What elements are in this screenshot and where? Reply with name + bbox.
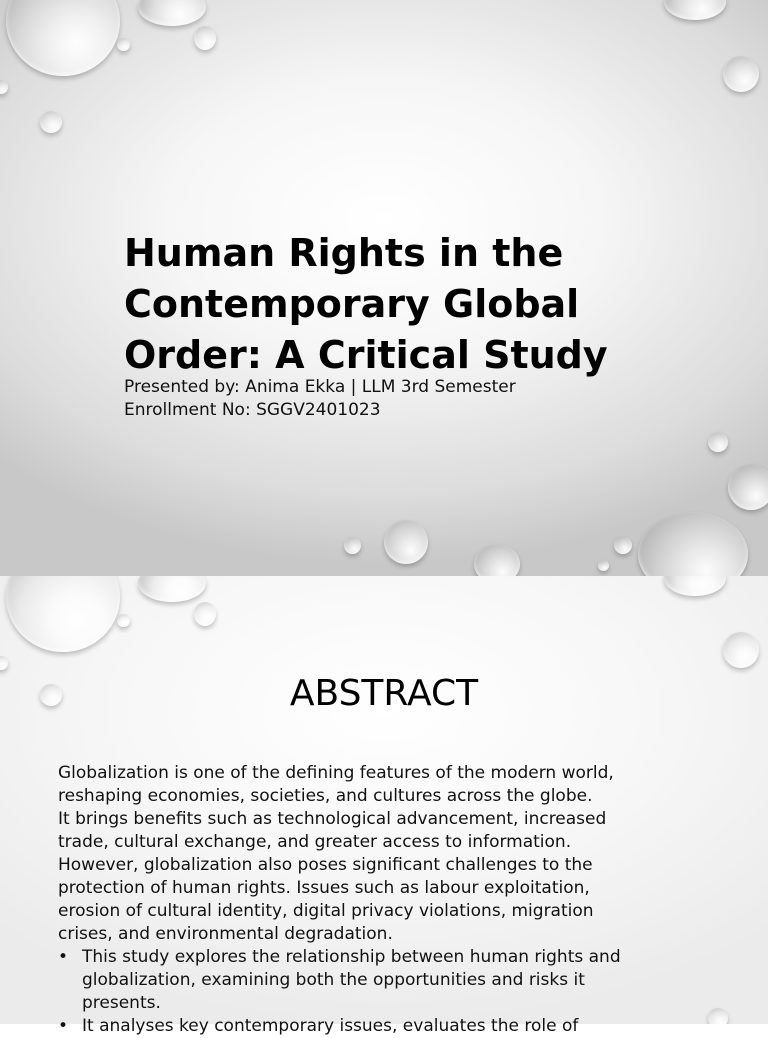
bullet-line: • This study explores the relationship between human rights and bbox=[82, 947, 621, 967]
water-droplet-decoration bbox=[474, 544, 520, 576]
paragraph-line: protection of human rights. Issues such as labour exploitation, bbox=[58, 878, 590, 898]
paragraph-line: erosion of cultural identity, digital privacy violations, migration bbox=[58, 901, 594, 921]
water-droplet-decoration bbox=[138, 0, 206, 26]
water-droplet-decoration bbox=[344, 537, 361, 554]
water-droplet-decoration bbox=[194, 602, 216, 626]
slide-title bbox=[124, 228, 744, 381]
presenter-line: Presented by: Anima Ekka | LLM 3rd Semester bbox=[124, 377, 516, 397]
water-droplet-decoration bbox=[664, 576, 726, 596]
abstract-heading: ABSTRACT bbox=[289, 673, 479, 714]
paragraph-line: Globalization is one of the defining features of the modern world, bbox=[58, 763, 614, 783]
bullet-line: globalization, examining both the opportunities and risks it bbox=[82, 970, 585, 990]
water-droplet-decoration bbox=[638, 512, 748, 576]
bullet-line: • It analyses key contemporary issues, evaluates the role of bbox=[82, 1016, 579, 1036]
water-droplet-decoration bbox=[723, 56, 759, 92]
water-droplet-decoration bbox=[708, 432, 728, 452]
water-droplet-decoration bbox=[40, 111, 62, 133]
water-droplet-decoration bbox=[0, 80, 8, 94]
title-line: Human Rights in the bbox=[124, 231, 564, 275]
water-droplet-decoration bbox=[6, 0, 120, 76]
water-droplet-decoration bbox=[6, 576, 120, 652]
title-line: Order: A Critical Study bbox=[124, 333, 608, 377]
water-droplet-decoration bbox=[598, 560, 609, 571]
bullet-item bbox=[58, 1015, 738, 1038]
water-droplet-decoration bbox=[728, 464, 768, 510]
bullet-line: presents. bbox=[82, 993, 161, 1013]
water-droplet-decoration bbox=[384, 520, 428, 564]
water-droplet-decoration bbox=[194, 26, 216, 50]
title-line: Contemporary Global bbox=[124, 282, 580, 326]
water-droplet-decoration bbox=[117, 614, 130, 627]
paragraph-line: However, globalization also poses significant challenges to the bbox=[58, 855, 593, 875]
water-droplet-decoration bbox=[664, 0, 726, 20]
water-droplet-decoration bbox=[0, 656, 8, 670]
water-droplet-decoration bbox=[614, 536, 632, 554]
bullet-list bbox=[58, 946, 738, 1038]
water-droplet-decoration bbox=[723, 632, 759, 668]
water-droplet-decoration bbox=[117, 38, 130, 51]
paragraph-line: trade, cultural exchange, and greater access to information. bbox=[58, 832, 572, 852]
abstract-body bbox=[58, 762, 738, 1038]
paragraph-line: reshaping economies, societies, and cultures across the globe. bbox=[58, 786, 593, 806]
water-droplet-decoration bbox=[138, 576, 206, 602]
paragraph-line: crises, and environmental degradation. bbox=[58, 924, 393, 944]
bullet-item bbox=[58, 946, 738, 1015]
slide-subtitle bbox=[124, 376, 724, 422]
enrollment-line: Enrollment No: SGGV2401023 bbox=[124, 400, 381, 420]
paragraph-line: It brings benefits such as technological advancement, increased bbox=[58, 809, 607, 829]
